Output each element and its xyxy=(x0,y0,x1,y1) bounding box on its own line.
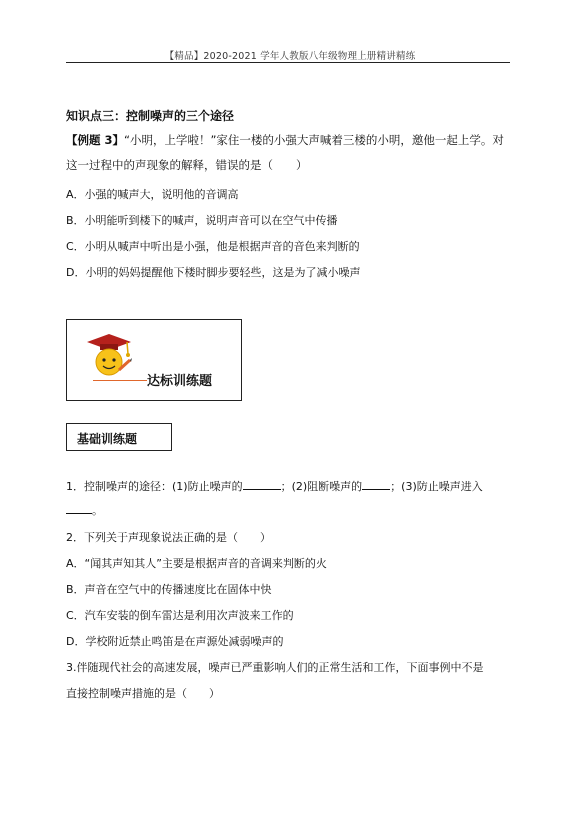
practice-banner xyxy=(66,319,242,401)
q1-blank-3[interactable] xyxy=(66,503,92,514)
banner-underline xyxy=(93,380,147,381)
q1-text-a: 1．控制噪声的途径：(1)防止噪声的 xyxy=(66,480,243,493)
q2-option-c: C．汽车安装的倒车雷达是利用次声波来工作的 xyxy=(66,609,294,622)
page-header: 【精品】2020-2021 学年人教版八年级物理上册精讲精练 xyxy=(164,51,416,62)
example3-line1 xyxy=(66,131,516,149)
header-rule xyxy=(66,62,510,63)
basic-training-box xyxy=(66,423,172,451)
q3-line2: 直接控制噪声措施的是（ ） xyxy=(66,687,220,700)
example3-line2: 这一过程中的声现象的解释，错误的是（ ） xyxy=(66,158,308,172)
q1-line2 xyxy=(66,502,103,518)
q1-text-d: 。 xyxy=(92,504,103,517)
example3-option-b: B．小明能听到楼下的喊声，说明声音可以在空气中传播 xyxy=(66,214,338,227)
basic-training-label: 基础训练题 xyxy=(77,432,138,446)
q3-line1: 3.伴随现代社会的高速发展，噪声已严重影响人们的正常生活和工作，下面事例中不是 xyxy=(66,661,484,674)
example3-tag: 【例题 3】 xyxy=(66,133,125,147)
q2-option-a: A．“闻其声知其人”主要是根据声音的音调来判断的火 xyxy=(66,557,327,570)
q1-blank-1[interactable] xyxy=(243,479,281,490)
q2-option-b: B．声音在空气中的传播速度比在固体中快 xyxy=(66,583,272,596)
q1-text-b: ；(2)阻断噪声的 xyxy=(280,480,363,493)
section-title: 知识点三：控制噪声的三个途径 xyxy=(66,109,235,123)
q2-stem: 2．下列关于声现象说法正确的是（ ） xyxy=(66,531,271,544)
example3-option-a: A．小强的喊声大，说明他的音调高 xyxy=(66,188,239,201)
q1-blank-2[interactable] xyxy=(362,479,390,490)
example3-option-c: C．小明从喊声中听出是小强，他是根据声音的音色来判断的 xyxy=(66,240,360,253)
q1-text-c: ；(3)防止噪声进入 xyxy=(390,480,483,493)
example3-option-d: D．小明的妈妈提醒他下楼时脚步要轻些，这是为了减小噪声 xyxy=(66,266,361,279)
q1-line1 xyxy=(66,478,483,494)
example3-stem-line1: “小明，上学啦！”家住一楼的小强大声喊着三楼的小明，邀他一起上学。对 xyxy=(124,133,504,147)
banner-label: 达标训练题 xyxy=(147,374,213,389)
q2-option-d: D．学校附近禁止鸣笛是在声源处减弱噪声的 xyxy=(66,635,284,648)
graduate-mascot-icon xyxy=(83,330,133,382)
